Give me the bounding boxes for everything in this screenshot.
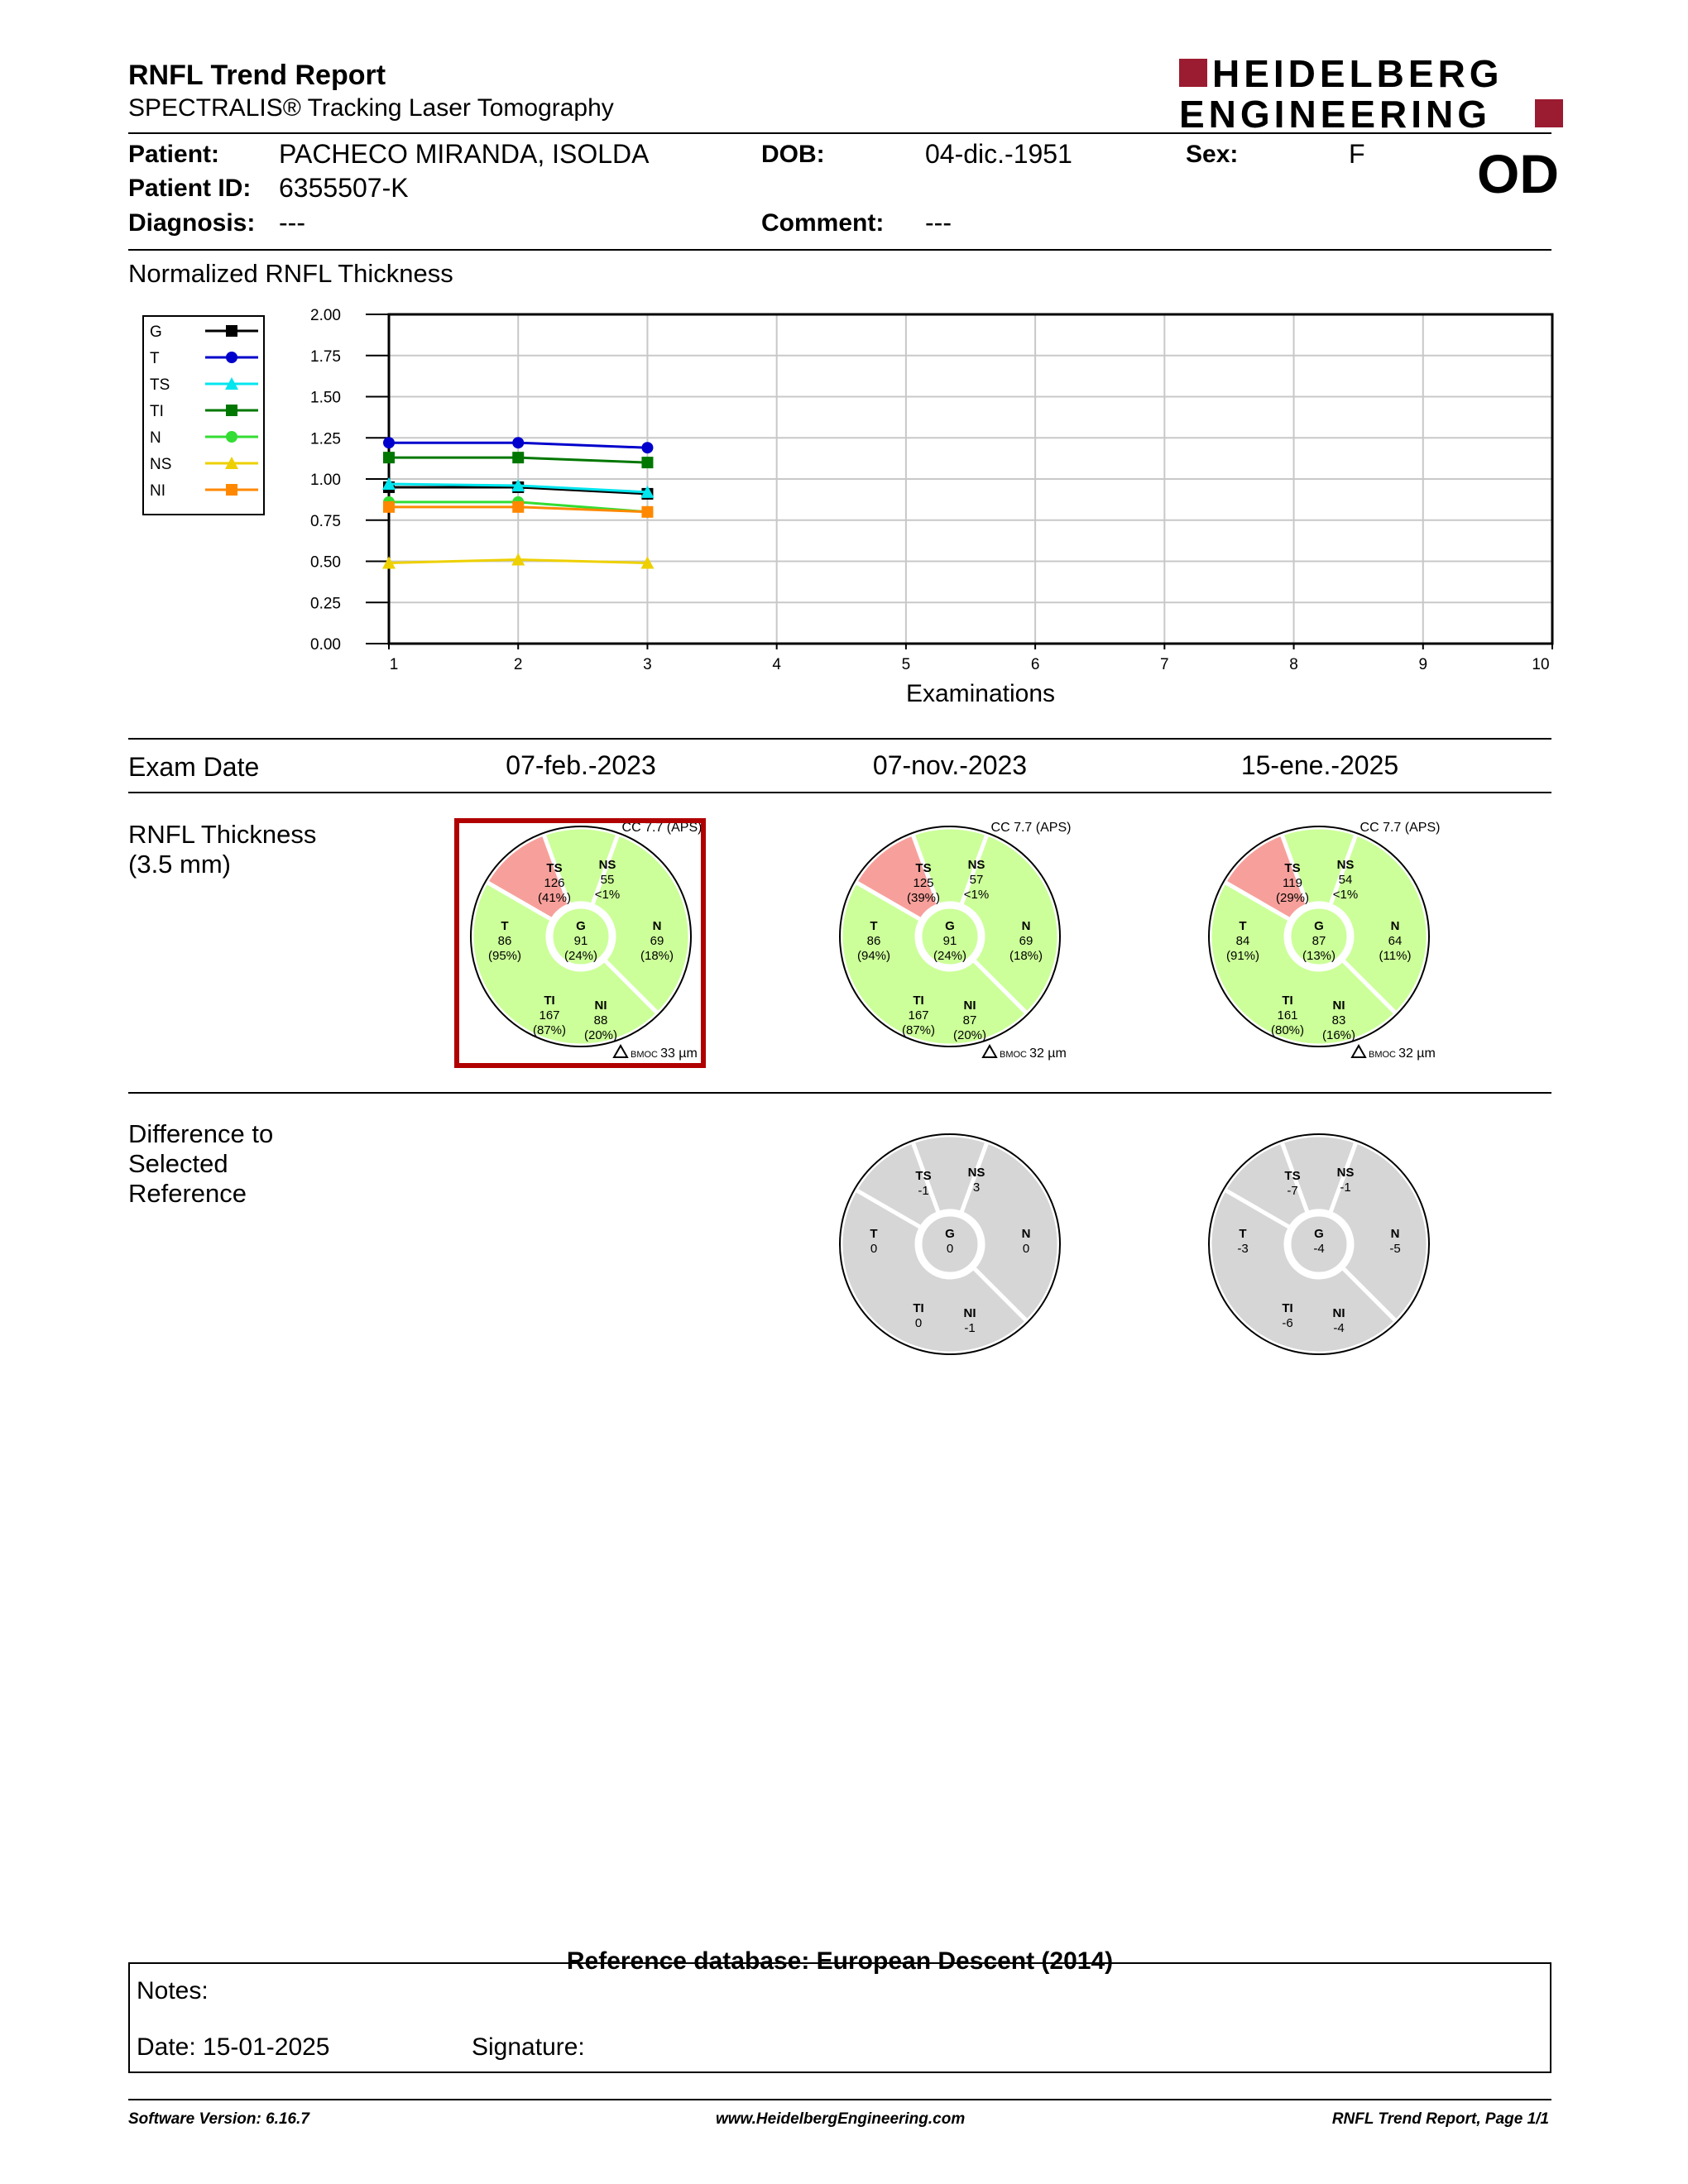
thickness-circle-3: [1209, 821, 1440, 1061]
sector-label-ti: TI 167 (87%): [901, 994, 936, 1037]
eye-label: OD: [1477, 143, 1559, 204]
bmo-label: BMOC 32 µm: [1000, 1046, 1067, 1061]
data-point: [512, 452, 524, 463]
sex-value: F: [1349, 139, 1365, 169]
dob-value: 04-dic.-1951: [925, 139, 1072, 169]
legend-label: N: [150, 429, 161, 447]
bmo-triangle-icon: [1352, 1046, 1365, 1057]
data-point: [641, 442, 653, 453]
software-version: Software Version: 6.16.7: [128, 2110, 309, 2128]
bmo-triangle-icon: [614, 1046, 627, 1057]
exam-date-2: 07-nov.-2023: [872, 750, 1028, 780]
sector-label-ts: TS -1: [915, 1169, 932, 1198]
sector-label-n: N -5: [1389, 1227, 1401, 1256]
legend-label: TS: [150, 376, 170, 394]
sex-label: Sex:: [1186, 141, 1239, 168]
bmo-label: BMOC 32 µm: [1369, 1046, 1436, 1061]
sector-label-ns: NS 54 <1%: [1332, 858, 1359, 902]
x-tick-label: 3: [643, 656, 652, 673]
comment-label: Comment:: [761, 209, 885, 237]
sector-label-n: N 64 (11%): [1379, 919, 1412, 963]
exam-date-label: Exam Date: [128, 752, 260, 782]
exam-date-3: 15-ene.-2025: [1240, 750, 1399, 780]
legend-marker: [226, 484, 237, 496]
y-tick-label: 1.75: [310, 347, 341, 366]
sector-label-g: G 91 (24%): [933, 919, 967, 963]
x-tick-label: 5: [901, 656, 911, 673]
cc-label: CC 7.7 (APS): [621, 821, 703, 835]
signature-label: Signature:: [472, 2033, 585, 2061]
bmo-triangle-icon: [983, 1046, 996, 1057]
sector-label-g: G 91 (24%): [563, 919, 598, 963]
sector-label-t: T 84 (91%): [1225, 919, 1260, 963]
difference-row: [0, 1125, 1688, 1365]
trend-section-title: Normalized RNFL Thickness: [128, 259, 453, 288]
website-link[interactable]: www.HeidelbergEngineering.com: [716, 2110, 966, 2128]
sector-label-g: G 0: [945, 1227, 955, 1256]
sector-label-ns: NS 57 <1%: [963, 858, 990, 902]
notes-label: Notes:: [137, 1977, 209, 2004]
data-point: [512, 437, 524, 448]
data-point: [383, 452, 395, 463]
sector-label-ti: TI -6: [1282, 1301, 1293, 1330]
x-tick-label: 1: [389, 656, 399, 673]
x-tick-label: 7: [1160, 656, 1169, 673]
patient-id: 6355507-K: [279, 173, 409, 203]
x-tick-label: 6: [1030, 656, 1040, 673]
notes-box: [128, 1962, 1551, 2073]
data-point: [641, 506, 653, 518]
page-number: RNFL Trend Report, Page 1/1: [1331, 2110, 1549, 2128]
x-axis-title: Examinations: [905, 680, 1056, 707]
sector-label-ts: TS 126 (41%): [537, 861, 572, 905]
report-subtitle: SPECTRALIS® Tracking Laser Tomography: [128, 94, 614, 122]
sector-label-n: N 69 (18%): [640, 919, 674, 963]
sector-label-ni: NI 83 (16%): [1321, 999, 1356, 1042]
legend-marker: [226, 325, 237, 337]
legend-label: G: [150, 323, 162, 341]
data-point: [383, 437, 395, 448]
sector-label-ti: TI 161 (80%): [1270, 994, 1305, 1037]
legend-label: T: [150, 350, 160, 367]
sector-label-ti: TI 167 (87%): [532, 994, 567, 1037]
dob-label: DOB:: [761, 141, 825, 168]
sector-label-n: N 69 (18%): [1009, 919, 1043, 963]
y-tick-label: 0.00: [310, 636, 341, 654]
sector-label-ts: TS 125 (39%): [906, 861, 941, 905]
cc-label: CC 7.7 (APS): [990, 821, 1072, 835]
thickness-circle-2: [840, 821, 1071, 1061]
sector-label-ts: TS -7: [1284, 1169, 1301, 1198]
thickness-row: [0, 794, 1688, 1075]
y-tick-label: 1.25: [310, 430, 341, 448]
x-tick-label: 4: [772, 656, 781, 673]
y-tick-label: 0.25: [310, 595, 341, 613]
data-point: [383, 501, 395, 513]
sector-label-t: T -3: [1237, 1227, 1249, 1256]
thickness-label: RNFL Thickness (3.5 mm): [128, 820, 317, 879]
y-tick-label: 2.00: [310, 307, 341, 324]
date-label: Date: 15-01-2025: [137, 2033, 330, 2061]
difference-circle-1: [840, 1134, 1060, 1354]
y-tick-label: 1.00: [310, 472, 341, 489]
diagnosis-value: ---: [279, 208, 305, 237]
sector-label-ni: NI 87 (20%): [952, 999, 987, 1042]
sector-label-ts: TS 119 (29%): [1275, 861, 1310, 905]
x-tick-label: 9: [1418, 656, 1428, 673]
sector-label-g: G 87 (13%): [1302, 919, 1336, 963]
logo-line1: HEIDELBERG: [1212, 56, 1503, 95]
legend-label: TI: [150, 403, 164, 420]
trend-chart: [0, 0, 1688, 728]
bmo-label: BMOC 33 µm: [631, 1046, 698, 1061]
sector-label-g: G -4: [1313, 1227, 1325, 1256]
x-tick-label: 10: [1532, 656, 1550, 673]
legend-marker: [226, 405, 237, 416]
sector-label-n: N 0: [1021, 1227, 1031, 1256]
logo-line2: ENGINEERING: [1179, 93, 1492, 132]
y-tick-label: 1.50: [310, 389, 341, 407]
sector-label-ti: TI 0: [913, 1301, 924, 1330]
comment-value: ---: [925, 208, 952, 237]
patient-name: PACHECO MIRANDA, ISOLDA: [279, 139, 650, 169]
legend-marker: [226, 352, 237, 363]
x-tick-label: 8: [1289, 656, 1298, 673]
cc-label: CC 7.7 (APS): [1360, 821, 1441, 835]
diagnosis-label: Diagnosis:: [128, 209, 256, 237]
patient-id-label: Patient ID:: [128, 175, 252, 202]
sector-label-ni: NI -1: [963, 1306, 976, 1335]
sector-label-ns: NS 3: [967, 1166, 985, 1195]
sector-label-t: T 86 (94%): [856, 919, 891, 963]
difference-label: Difference to Selected Reference: [128, 1119, 274, 1208]
report-title: RNFL Trend Report: [128, 60, 386, 91]
legend-label: NI: [150, 482, 165, 500]
legend-label: NS: [150, 456, 172, 473]
chart-legend: [143, 316, 264, 515]
sector-label-ns: NS 55 <1%: [594, 858, 621, 902]
difference-circle-2: [1209, 1134, 1429, 1354]
x-tick-label: 2: [513, 656, 523, 673]
patient-name-label: Patient:: [128, 141, 220, 168]
reference-database: Reference database: European Descent (2014): [566, 1947, 1114, 1975]
data-point: [512, 501, 524, 513]
exam-date-1: 07-feb.-2023: [506, 750, 656, 780]
sector-label-t: T 0: [870, 1227, 878, 1256]
sector-label-ni: NI -4: [1332, 1306, 1345, 1335]
legend-marker: [226, 431, 237, 443]
sector-label-ns: NS -1: [1336, 1166, 1355, 1195]
data-point: [641, 457, 653, 468]
y-tick-label: 0.75: [310, 512, 341, 530]
thickness-circle-1: [471, 821, 702, 1061]
y-tick-label: 0.50: [310, 553, 341, 572]
sector-label-t: T 86 (95%): [487, 919, 522, 963]
sector-label-ni: NI 88 (20%): [583, 999, 618, 1042]
